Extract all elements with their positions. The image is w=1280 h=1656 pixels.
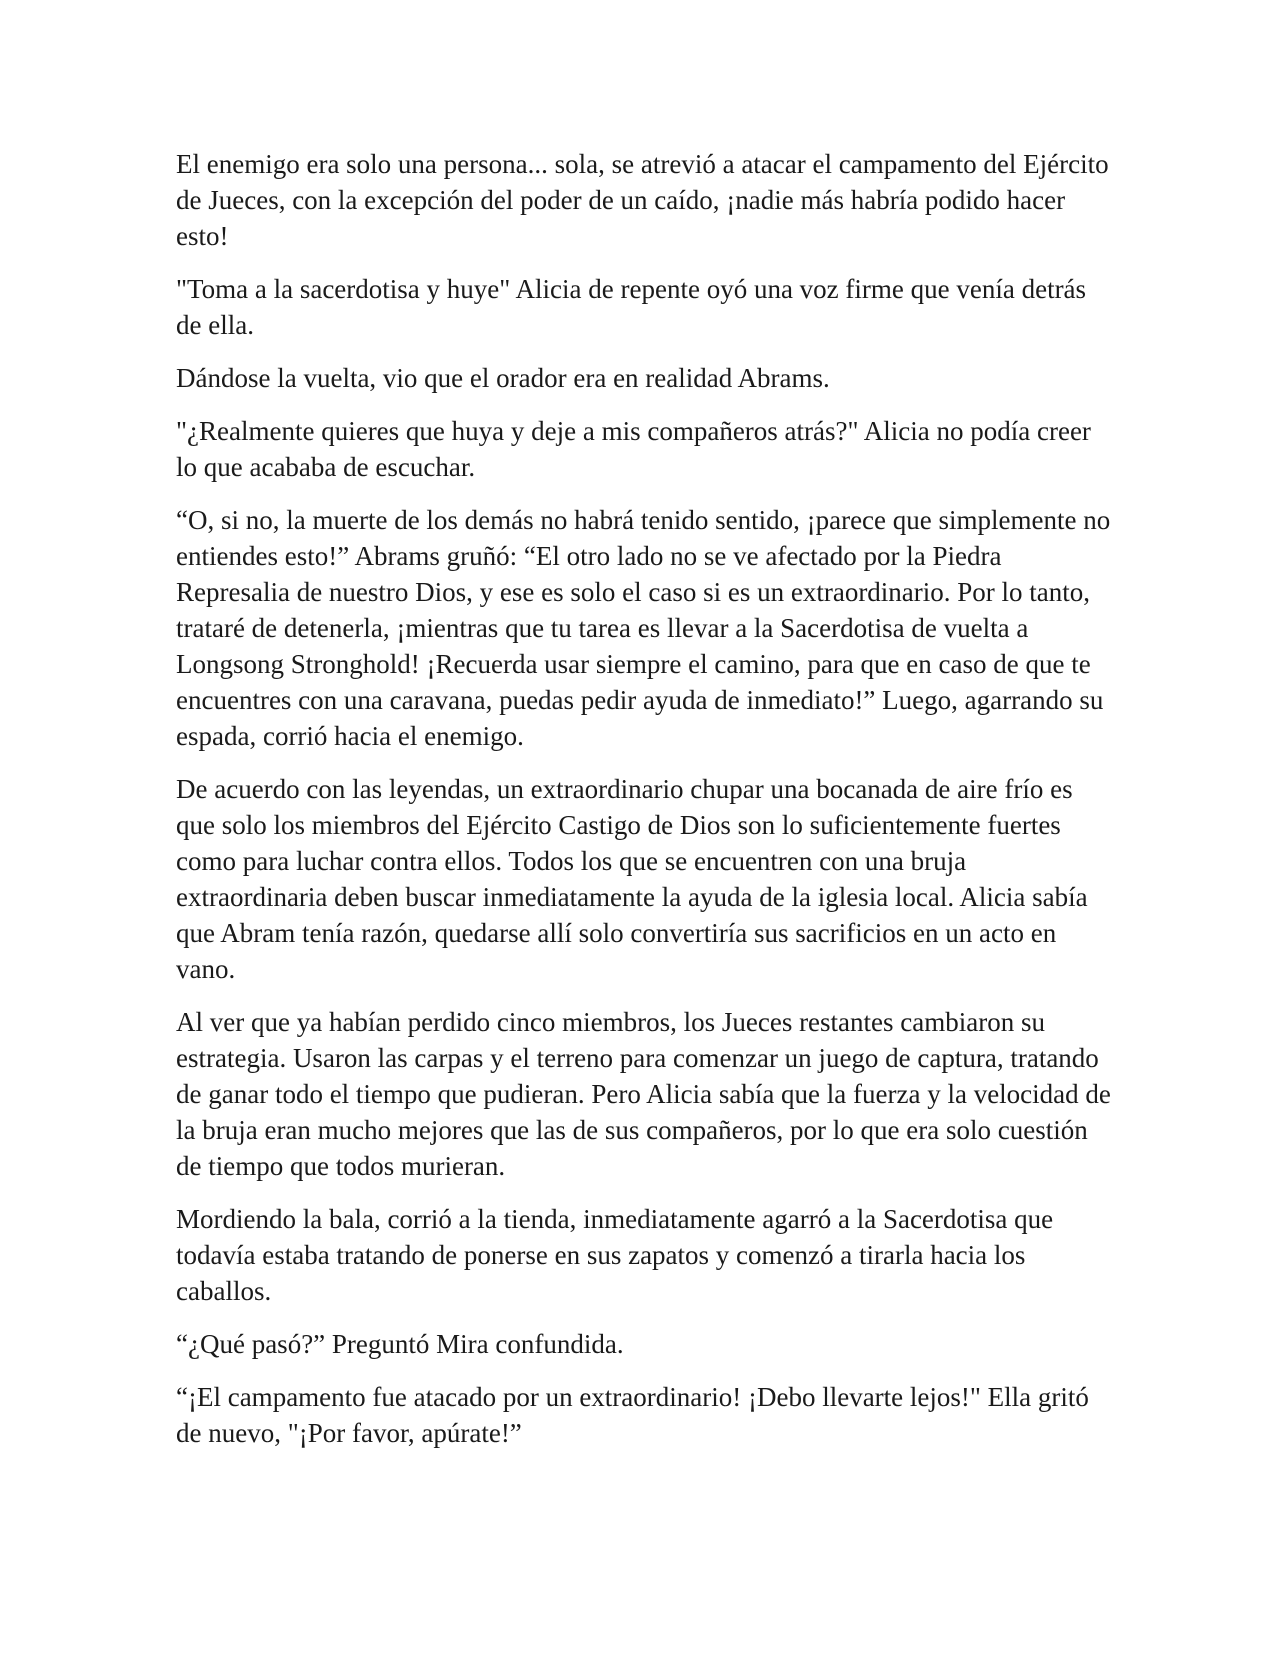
paragraph: "Toma a la sacerdotisa y huye" Alicia de repente oyó una voz firme que venía detrás de ella.: [176, 274, 1087, 340]
paragraph: “¿Qué pasó?” Preguntó Mira confundida.: [176, 1329, 624, 1359]
paragraph: Mordiendo la bala, corrió a la tienda, inmediatamente agarró a la Sacerdotisa que todavía estaba tratando de ponerse en sus zapatos y comenzó a tirarla hacia los caballos.: [176, 1204, 1054, 1306]
paragraph: Al ver que ya habían perdido cinco miembros, los Jueces restantes cambiaron su estrategia. Usaron las carpas y el terreno para comenzar un juego de captura, tratando de ganar todo el tiempo que pudieran. Pero Alicia sabía que la fuerza y la velocidad de la bruja eran mucho mejores que las de sus compañeros, por lo que era solo cuestión de tiempo que todos murieran.: [176, 1007, 1111, 1181]
paragraph: El enemigo era solo una persona... sola, se atrevió a atacar el campamento del Ejército de Jueces, con la excepción del poder de un caído, ¡nadie más habría podido hacer esto!: [176, 149, 1109, 251]
paragraph: De acuerdo con las leyendas, un extraordinario chupar una bocanada de aire frío es que solo los miembros del Ejército Castigo de Dios son lo suficientemente fuertes como para luchar contra ellos. Todos los que se encuentren con una bruja extraordinaria deben buscar inmediatamente la ayuda de la iglesia local. Alicia sabía que Abram tenía razón, quedarse allí solo convertiría sus sacrificios en un acto en vano.: [176, 774, 1088, 984]
document-page: [176, 146, 1116, 1468]
paragraph: Dándose la vuelta, vio que el orador era en realidad Abrams.: [176, 363, 830, 393]
paragraph: “O, si no, la muerte de los demás no habrá tenido sentido, ¡parece que simplemente no entiendes esto!” Abrams gruñó: “El otro lado no se ve afectado por la Piedra Represalia de nuestro Dios, y ese es solo el caso si es un extraordinario. Por lo tanto, trataré de detenerla, ¡mientras que tu tarea es llevar a la Sacerdotisa de vuelta a Longsong Stronghold! ¡Recuerda usar siempre el camino, para que en caso de que te encuentres con una caravana, puedas pedir ayuda de inmediato!” Luego, agarrando su espada, corrió hacia el enemigo.: [176, 505, 1111, 751]
paragraph: “¡El campamento fue atacado por un extraordinario! ¡Debo llevarte lejos!" Ella gritó de nuevo, "¡Por favor, apúrate!”: [176, 1382, 1089, 1448]
paragraph: "¿Realmente quieres que huya y deje a mis compañeros atrás?" Alicia no podía creer lo que acababa de escuchar.: [176, 416, 1091, 482]
